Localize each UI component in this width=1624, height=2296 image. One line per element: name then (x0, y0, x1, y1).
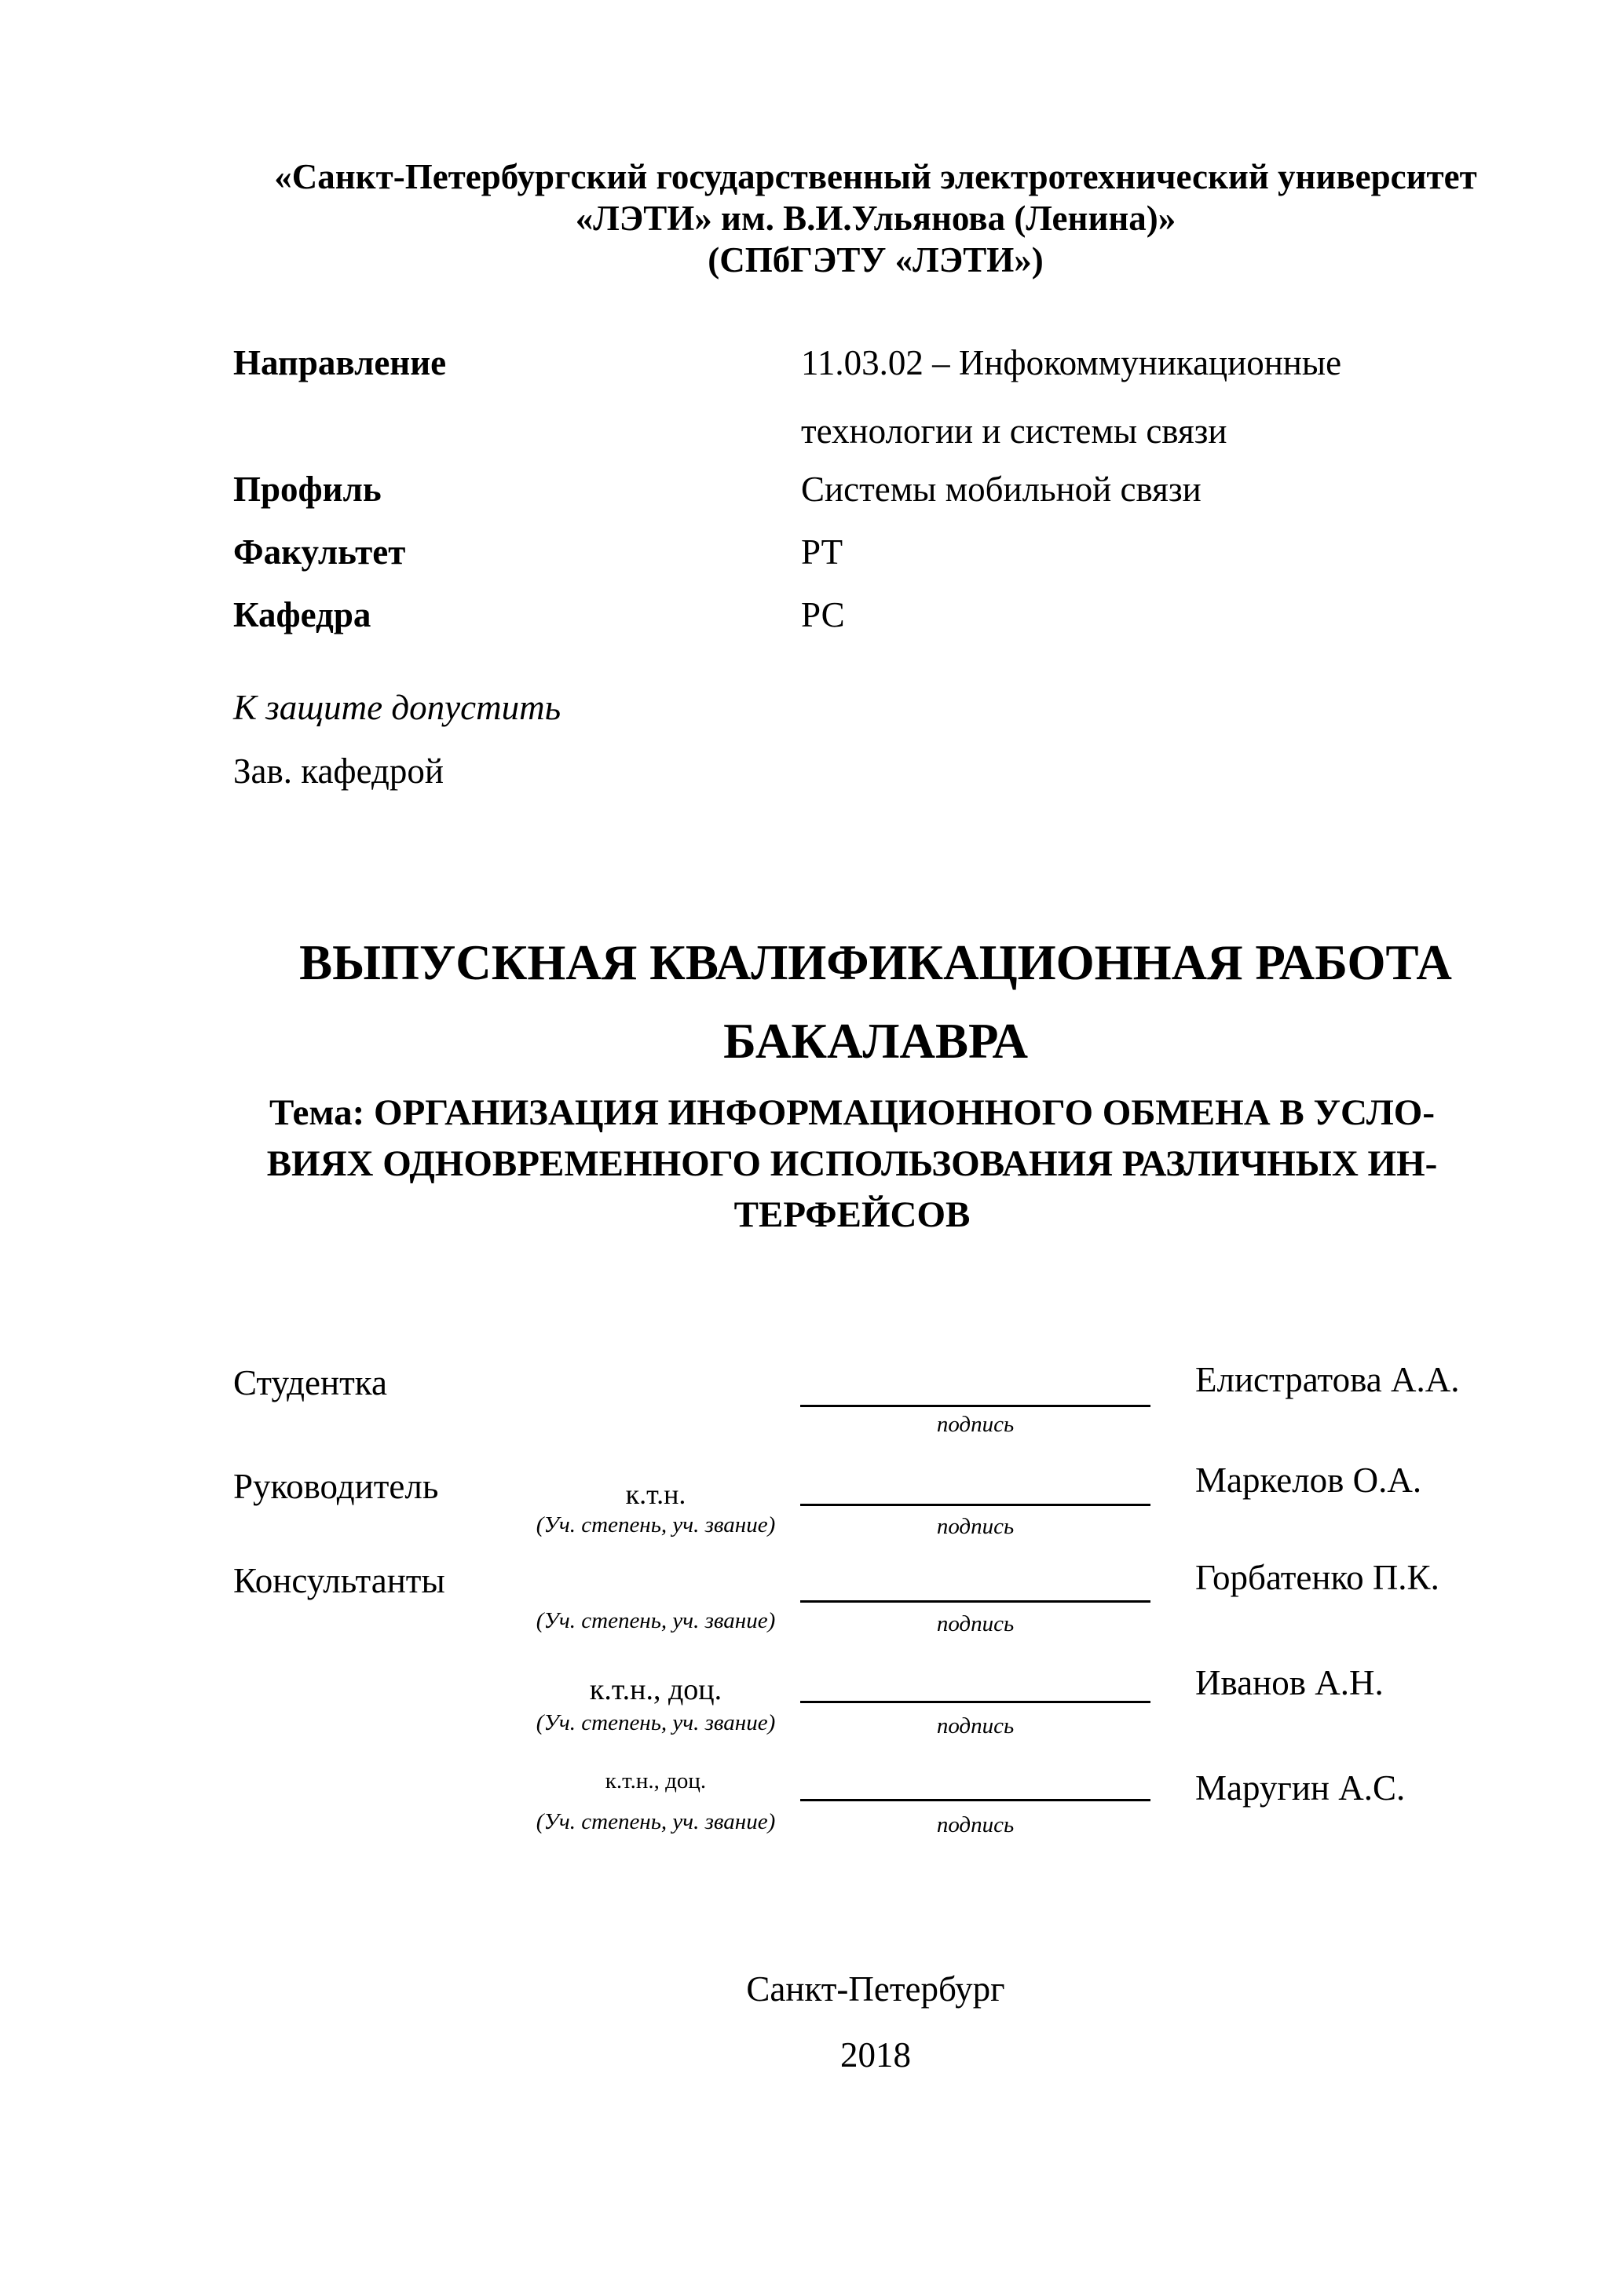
theme-line-1: Тема: ОРГАНИЗАЦИЯ ИНФОРМАЦИОННОГО ОБМЕНА В УСЛО- (269, 1092, 1435, 1133)
direction-label: Направление (233, 343, 447, 382)
signature-caption: подпись (936, 1812, 1015, 1837)
profile-value: Системы мобильной связи (801, 470, 1202, 509)
university-name-line-1: «Санкт-Петербургский государственный электротехнический университет (274, 157, 1477, 196)
signature-caption: подпись (936, 1514, 1015, 1539)
faculty-label: Факультет (233, 532, 406, 572)
faculty-value: РТ (801, 532, 843, 572)
department-label: Кафедра (233, 595, 371, 634)
theme-line-3: ТЕРФЕЙСОВ (733, 1194, 971, 1235)
signature-line (800, 1600, 1150, 1603)
degree-caption: (Уч. степень, уч. звание) (536, 1608, 776, 1633)
signature-caption: подпись (936, 1611, 1015, 1636)
signature-line (800, 1504, 1150, 1506)
work-title-line-2: БАКАЛАВРА (723, 1014, 1028, 1069)
signature-line (800, 1799, 1150, 1801)
student-name: Елистратова А.А. (1195, 1360, 1460, 1399)
signature-line (800, 1405, 1150, 1407)
signature-line (800, 1701, 1150, 1703)
admission-statement: К защите допустить (233, 688, 561, 727)
year-label: 2018 (840, 2035, 911, 2075)
head-of-department-label: Зав. кафедрой (233, 751, 444, 791)
consultant-3-name: Маругин А.С. (1195, 1768, 1406, 1808)
student-role-label: Студентка (233, 1363, 387, 1402)
work-title-line-1: ВЫПУСКНАЯ КВАЛИФИКАЦИОННАЯ РАБОТА (299, 935, 1452, 990)
university-name-line-2: «ЛЭТИ» им. В.И.Ульянова (Ленина)» (575, 199, 1176, 238)
consultant-2-degree: к.т.н., доц. (589, 1673, 722, 1706)
department-value: РС (801, 595, 845, 634)
university-name-line-3: (СПбГЭТУ «ЛЭТИ») (708, 240, 1044, 280)
direction-value-line-2: технологии и системы связи (801, 411, 1227, 451)
degree-caption: (Уч. степень, уч. звание) (536, 1710, 776, 1735)
city-label: Санкт-Петербург (746, 1969, 1005, 2009)
signature-caption: подпись (936, 1412, 1015, 1437)
consultant-2-name: Иванов А.Н. (1195, 1663, 1384, 1702)
supervisor-name: Маркелов О.А. (1195, 1461, 1422, 1500)
signature-caption: подпись (936, 1713, 1015, 1738)
theme-line-2: ВИЯХ ОДНОВРЕМЕННОГО ИСПОЛЬЗОВАНИЯ РАЗЛИЧНЫХ ИН- (266, 1143, 1438, 1184)
degree-caption: (Уч. степень, уч. звание) (536, 1512, 776, 1537)
profile-label: Профиль (233, 470, 382, 509)
consultant-3-degree: к.т.н., доц. (605, 1768, 707, 1793)
direction-value-line-1: 11.03.02 – Инфокоммуникационные (801, 343, 1342, 382)
supervisor-degree: к.т.н. (625, 1479, 686, 1510)
consultants-role-label: Консультанты (233, 1561, 445, 1600)
consultant-1-name: Горбатенко П.К. (1195, 1558, 1439, 1597)
degree-caption: (Уч. степень, уч. звание) (536, 1809, 776, 1834)
supervisor-role-label: Руководитель (233, 1467, 439, 1506)
